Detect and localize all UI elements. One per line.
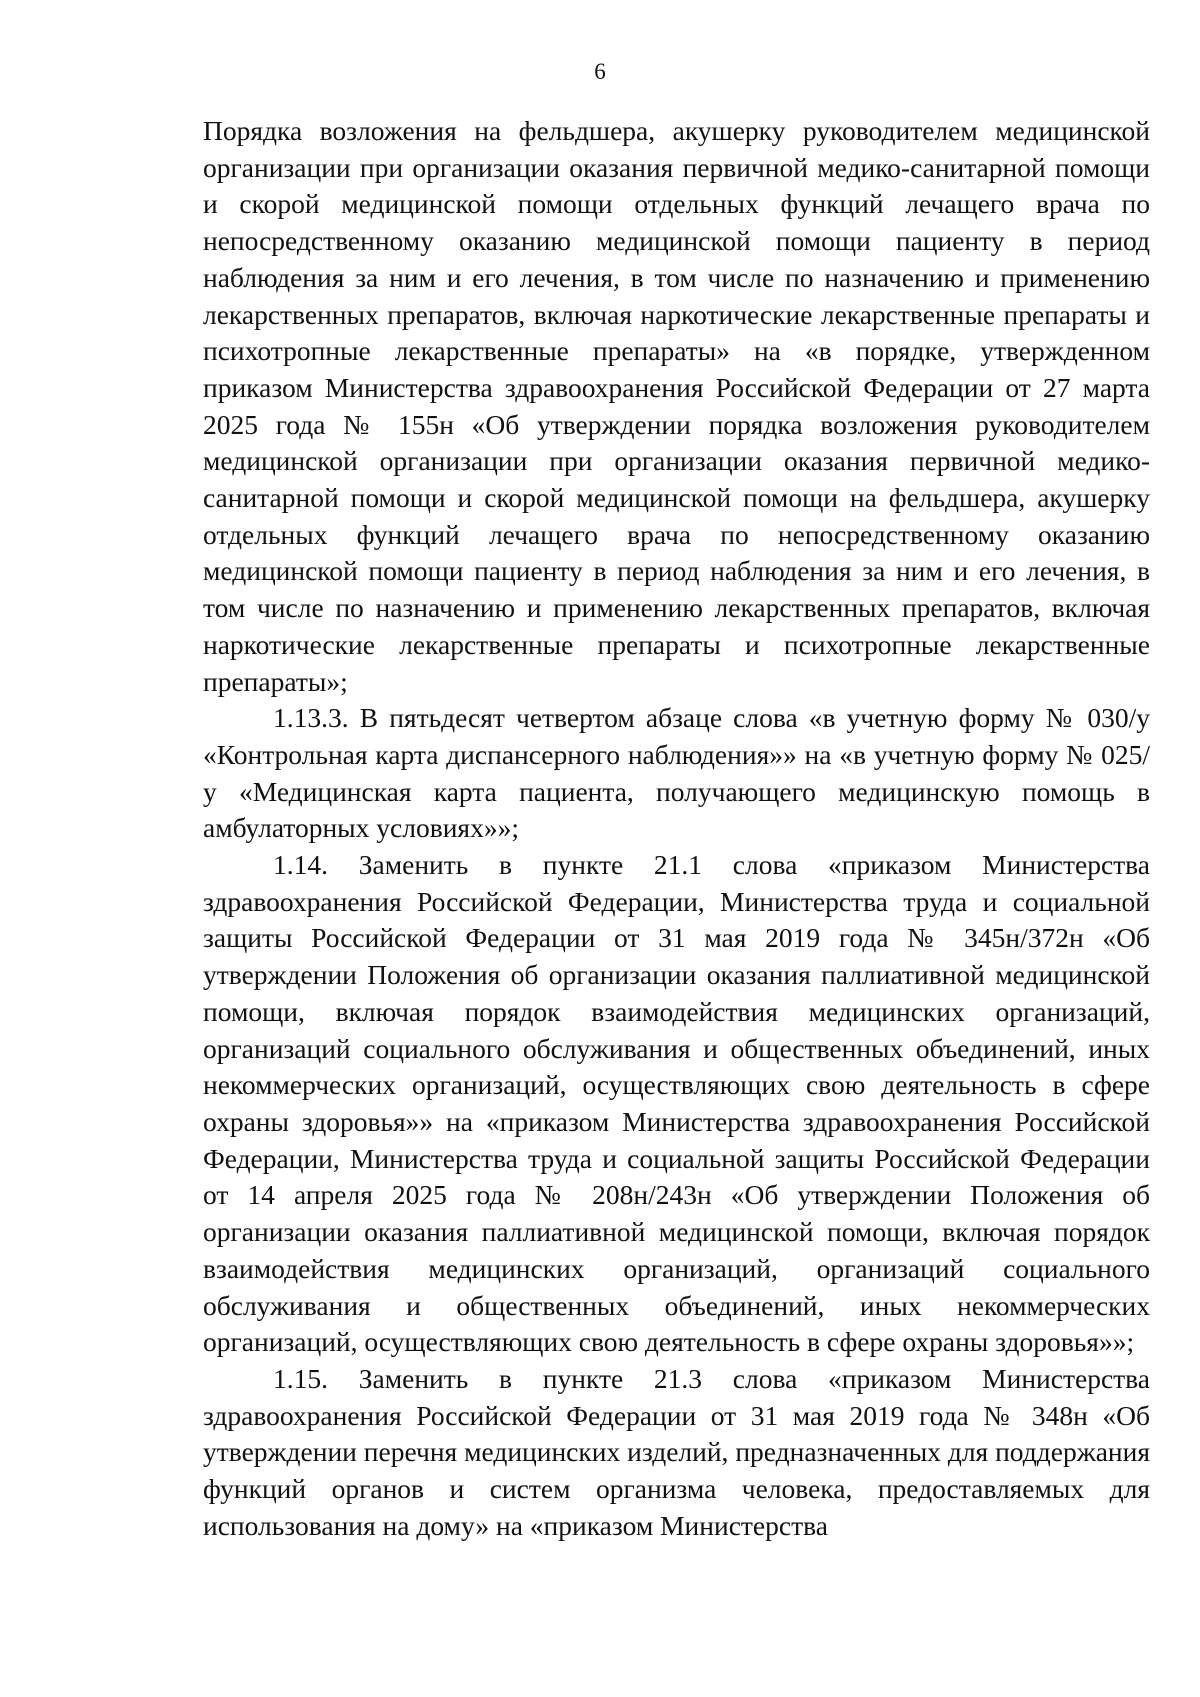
page-number: 6 <box>594 59 606 84</box>
paragraph-1-15: 1.15. Заменить в пункте 21.3 слова «приказом Министерства здравоохранения Российской Федерации от 31 мая 2019 года № 348н «Об утверждении перечня медицинских изделий, предназначенных для поддержания функций органов и систем организма человека, предоставляемых для использования на дому» на «приказом Министерства <box>203 1362 1150 1541</box>
paragraph-1-13-3: 1.13.3. В пятьдесят четвертом абзаце слова «в учетную форму № 030/у «Контрольная карта диспансерного наблюдения»» на «в учетную форму № 025/у «Медицинская карта пациента, получающего медицинскую помощь в амбулаторных условиях»»; <box>203 702 1150 844</box>
paragraph-continuation: Порядка возложения на фельдшера, акушерку руководителем медицинской организации при организации оказания первичной медико-санитарной помощи и скорой медицинской помощи отдельных функций лечащего врача по непосредственному оказанию медицинской помощи пациенту в период наблюдения за ним и его лечения, в том числе по назначению и применению лекарственных препаратов, включая наркотические лекарственные препараты и психотропные лекарственные препараты» на «в порядке, утвержденном приказом Министерства здравоохранения Российской Федерации от 27 марта 2025 года № 155н «Об утверждении порядка возложения руководителем медицинской организации при организации оказания первичной медико-санитарной помощи и скорой медицинской помощи на фельдшера, акушерку отдельных функций лечащего врача по непосредственному оказанию медицинской помощи пациенту в период наблюдения за ним и его лечения, в том числе по назначению и применению лекарственных препаратов, включая наркотические лекарственные препараты и психотропные лекарственные препараты»; <box>203 115 1150 697</box>
document-body <box>203 113 1150 1544</box>
paragraph-1-14: 1.14. Заменить в пункте 21.1 слова «приказом Министерства здравоохранения Российской Федерации, Министерства труда и социальной защиты Российской Федерации от 31 мая 2019 года № 345н/372н «Об утверждении Положения об организации оказания паллиативной медицинской помощи, включая порядок взаимодействия медицинских организаций, организаций социального обслуживания и общественных объединений, иных некоммерческих организаций, осуществляющих свою деятельность в сфере охраны здоровья»» на «приказом Министерства здравоохранения Российской Федерации, Министерства труда и социальной защиты Российской Федерации от 14 апреля 2025 года № 208н/243н «Об утверждении Положения об организации оказания паллиативной медицинской помощи, включая порядок взаимодействия медицинских организаций, организаций социального обслуживания и общественных объединений, иных некоммерческих организаций, осуществляющих свою деятельность в сфере охраны здоровья»»; <box>203 849 1150 1358</box>
